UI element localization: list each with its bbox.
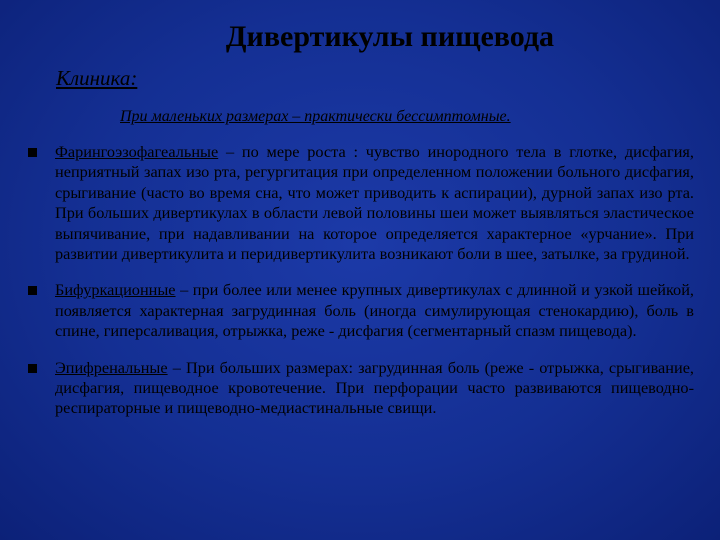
bullet-term: Эпифренальные [55,357,168,377]
bullet-item-pharyngoesophageal [28,142,694,264]
square-bullet-icon [28,148,37,157]
bullet-text [55,142,694,264]
asymptomatic-note: При маленьких размерах – практически бессимптомные. [120,108,511,125]
bullet-term: Бифуркационные [55,280,176,300]
slide-title: Дивертикулы пищевода [225,20,555,53]
slide-subtitle: Клиника: [56,66,138,90]
square-bullet-icon [28,364,37,373]
bullet-text [55,280,694,341]
bullet-text [55,358,694,419]
bullet-description: – При больших размерах: загрудинная боль (реже - отрыжка, срыгивание, дисфагия, пищеводное кровотечение. При перфорации часто развиваются пищеводно-респираторные и пищеводно-медиастинальные свищи. [55,357,694,418]
bullet-term: Фарингоэзофагеальные [55,142,219,161]
bullet-item-bifurcation [28,280,694,341]
bullet-item-epiphrenic [28,358,694,419]
square-bullet-icon [28,286,37,295]
bullet-description: – при более или менее крупных дивертикулах с длинной и узкой шейкой, появляется характерная загрудинная боль (иногда симулирующая стенокардию), боль в спине, гиперсаливация, отрыжка, реже - дисфагия (сегментарный спазм пищевода). [55,280,694,341]
bullet-description: – по мере роста : чувство инородного тела в глотке, дисфагия, неприятный запах изо рта, регургитация при определенном положении больного дисфагия, срыгивание (часто во время сна, что может приводить к аспирации), дурной запах изо рта. При больших дивертикулах в области левой половины шеи может выявляться эластическое выпячивание, при надавливании на которое определяется характерное «урчание». При развитии дивертикулита и перидивертикулита возникают боли в шее, затылке, за грудиной. [55,142,694,264]
bullet-list [28,142,694,435]
